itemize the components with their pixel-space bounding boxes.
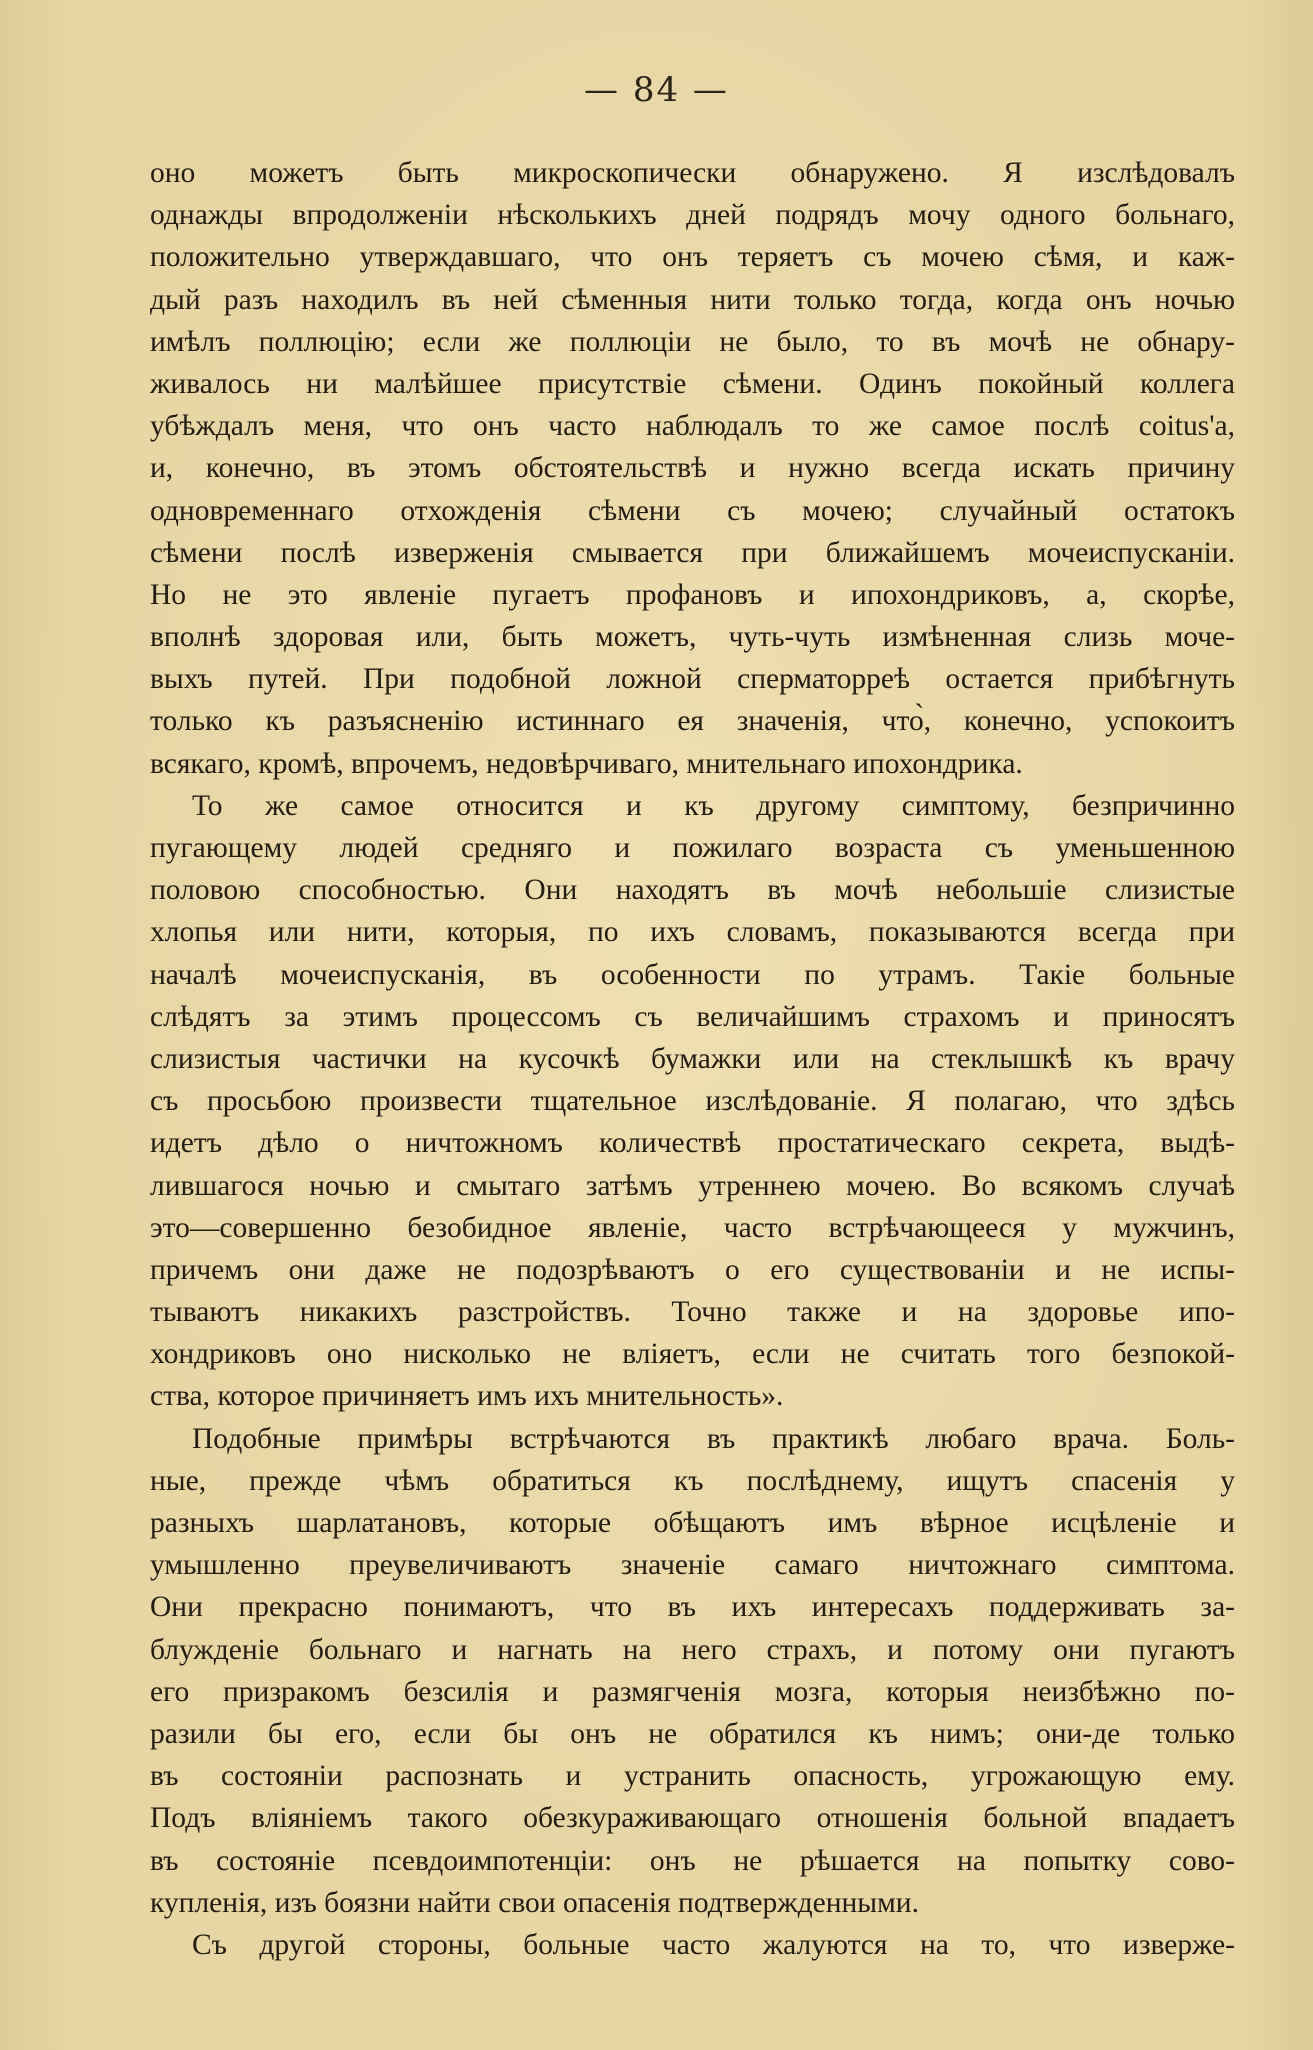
text-line: это—совершенно безобидное явленiе, часто встрѣчающееся у мужчинъ, [150, 1211, 1235, 1244]
text-line: ные, прежде чѣмъ обратиться къ послѣднему, ищутъ спасенiя у [150, 1464, 1235, 1497]
text-line: слѣдятъ за этимъ процессомъ съ величайшимъ страхомъ и приносятъ [150, 1000, 1235, 1033]
text-line: блужденiе больнаго и нагнать на него страхъ, и потому они пугаютъ [150, 1633, 1235, 1666]
text-line: Съ другой стороны, больные часто жалуются на то, что изверже- [192, 1928, 1235, 1961]
text-line: Но не это явленiе пугаетъ профановъ и ипохондриковъ, а, скорѣе, [150, 578, 1235, 611]
text-line: вполнѣ здоровая или, быть можетъ, чуть-чуть измѣненная слизь моче- [150, 621, 1235, 654]
text-line: ства, которое причиняетъ имъ ихъ мнительность». [150, 1380, 784, 1413]
text-line: однажды впродолженiи нѣсколькихъ дней подрядъ мочу одного больнаго, [150, 199, 1235, 232]
text-line: половою способностью. Они находятъ въ мочѣ небольшiе слизистые [150, 874, 1235, 907]
text-line: съ просьбою произвести тщательное изслѣдованiе. Я полагаю, что здѣсь [150, 1085, 1235, 1118]
text-line: хлопья или нити, которыя, по ихъ словамъ, показываются всегда при [150, 916, 1235, 949]
text-line: одновременнаго отхожденiя сѣмени съ мочею; случайный остатокъ [150, 494, 1235, 527]
text-line: оно можетъ быть микроскопически обнаружено. Я изслѣдовалъ [150, 157, 1235, 189]
text-line: разныхъ шарлатановъ, которые обѣщаютъ имъ вѣрное исцѣленiе и [150, 1507, 1235, 1539]
page-number: — 84 — [584, 70, 729, 110]
text-line: идетъ дѣло о ничтожномъ количествѣ простатическаго секрета, выдѣ- [150, 1127, 1235, 1160]
text-line: всякаго, кромѣ, впрочемъ, недовѣрчиваго, мнительнаго ипохондрика. [150, 747, 1023, 780]
text-line: пугающему людей средняго и пожилаго возраста съ уменьшенною [150, 832, 1235, 864]
text-line: Они прекрасно понимаютъ, что въ ихъ интересахъ поддерживать за- [150, 1591, 1235, 1624]
text-line: тываютъ никакихъ разстройствъ. Точно также и на здоровье ипо- [150, 1296, 1235, 1329]
text-line: купленiя, изъ боязни найти свои опасенiя подтвержденными. [150, 1886, 919, 1919]
text-line: его призракомъ безсилiя и размягченiя мозга, которыя неизбѣжно по- [150, 1675, 1235, 1708]
text-line: Подъ влiянiемъ такого обезкураживающаго отношенiя больной впадаетъ [150, 1802, 1235, 1835]
text-line: убѣждалъ меня, что онъ часто наблюдалъ то же самое послѣ coitus'а, [150, 410, 1235, 443]
text-line: лившагося ночью и смытаго затѣмъ утреннею мочею. Во всякомъ случаѣ [150, 1169, 1235, 1202]
text-line: выхъ путей. При подобной ложной сперматорреѣ остается прибѣгнуть [150, 663, 1235, 696]
text-line: слизистыя частички на кусочкѣ бумажки или на стеклышкѣ къ врачу [150, 1042, 1235, 1075]
text-line: въ состоянiе псевдоимпотенцiи: онъ не рѣшается на попытку сово- [150, 1844, 1235, 1877]
text-line: дый разъ находилъ въ ней сѣменныя нити только тогда, когда онъ ночью [150, 283, 1235, 316]
text-line: началѣ мочеиспусканiя, въ особенности по утрамъ. Такiе больные [150, 958, 1235, 991]
text-line: хондриковъ оно нисколько не влiяетъ, если не считать того безпокой- [150, 1338, 1235, 1371]
text-line: имѣлъ поллюцiю; если же поллюцiи не было, то въ мочѣ не обнару- [150, 325, 1235, 358]
text-line: сѣмени послѣ изверженiя смывается при ближайшемъ мочеиспусканiи. [150, 536, 1235, 569]
text-line: умышленно преувеличиваютъ значенiе самаго ничтожнаго симптома. [150, 1549, 1235, 1582]
text-line: живалось ни малѣйшее присутствiе сѣмени. Одинъ покойный коллега [150, 367, 1235, 400]
text-line: разили бы его, если бы онъ не обратился къ нимъ; они-де только [150, 1717, 1235, 1750]
text-line: только къ разъясненiю истиннаго ея значенiя, что̀, конечно, успокоитъ [150, 705, 1235, 738]
body-text [150, 152, 1235, 1966]
text-line: и, конечно, въ этомъ обстоятельствѣ и нужно всегда искать причину [150, 452, 1235, 485]
text-line: положительно утверждавшаго, что онъ теряетъ съ мочею сѣмя, и каж- [150, 241, 1235, 274]
text-line: причемъ они даже не подозрѣваютъ о его существованiи и не испы- [150, 1253, 1235, 1286]
text-line: Подобные примѣры встрѣчаются въ практикѣ любаго врача. Боль- [192, 1422, 1235, 1455]
text-line: То же самое относится и къ другому симптому, безпричинно [192, 789, 1235, 822]
text-line: въ состоянiи распознать и устранить опасность, угрожающую ему. [150, 1760, 1235, 1793]
